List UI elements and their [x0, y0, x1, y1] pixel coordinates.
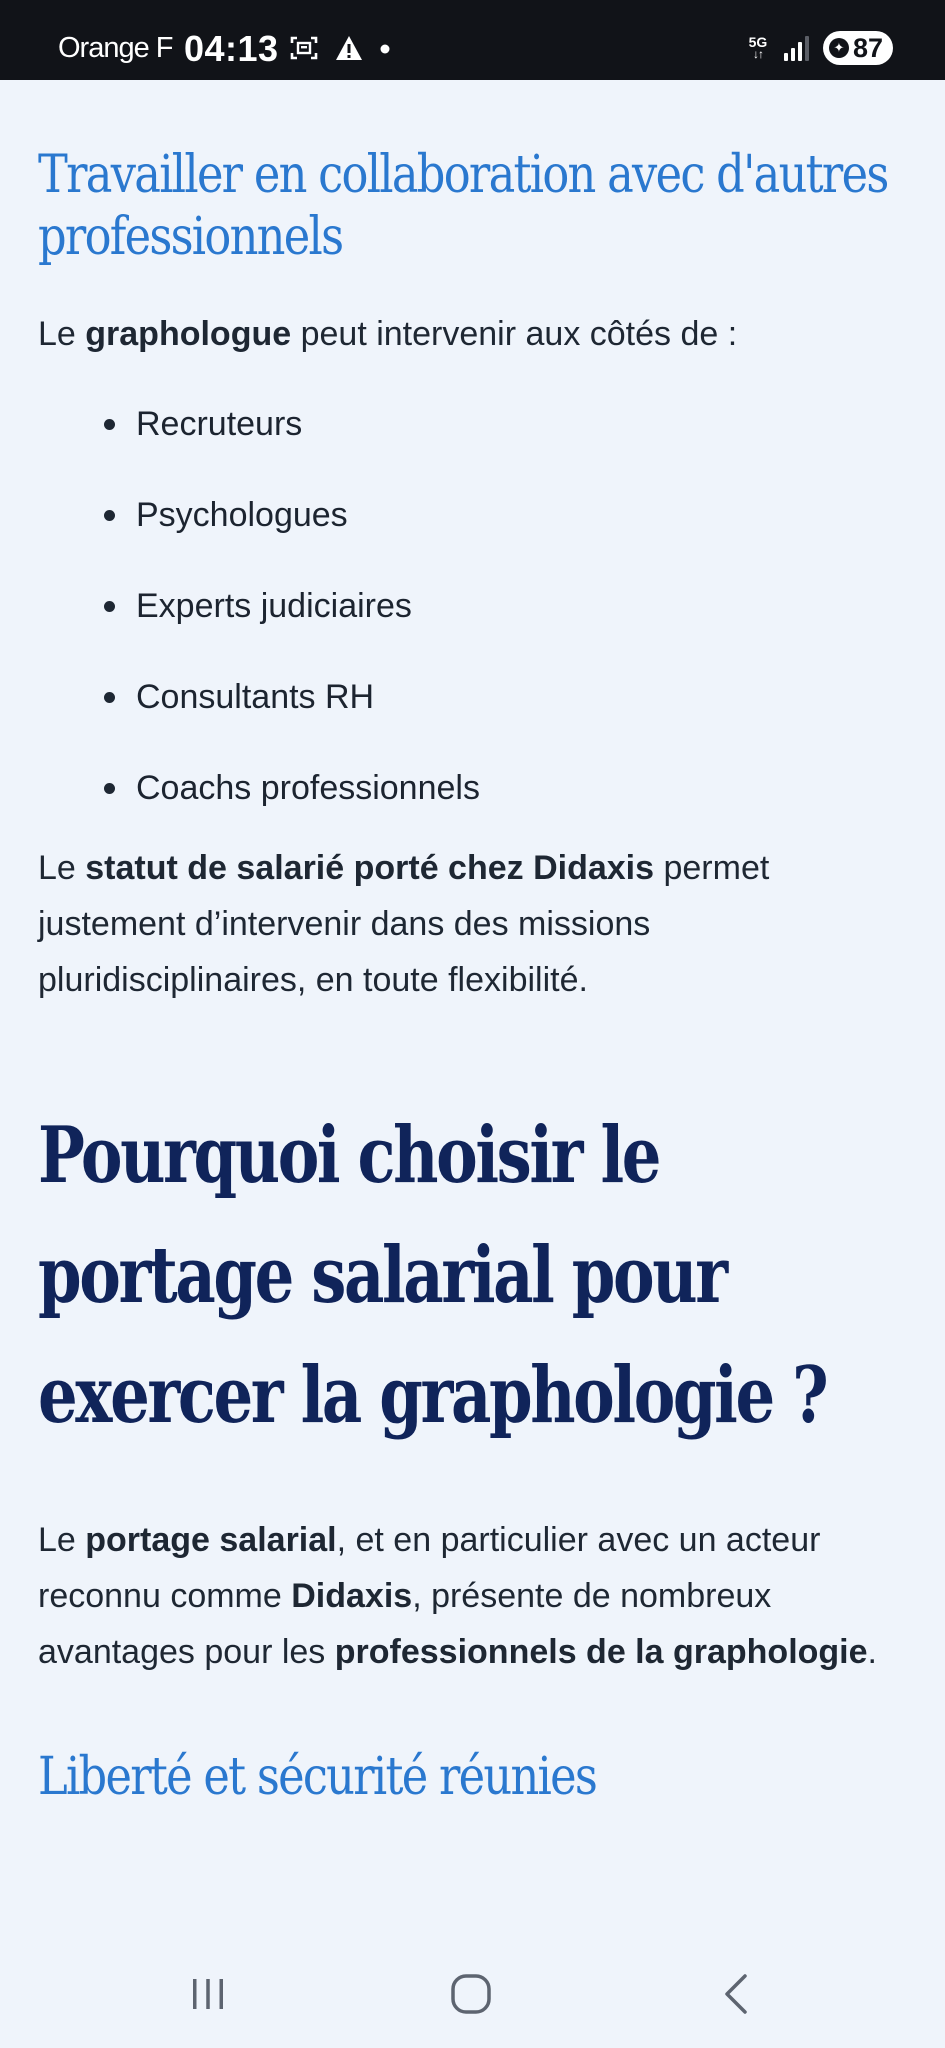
back-icon: [717, 1972, 757, 2016]
dot-icon: [380, 41, 390, 59]
navigation-bar: [0, 1936, 945, 2048]
list-item: Recruteurs: [104, 396, 918, 487]
network-arrows: ↓↑: [752, 47, 763, 61]
intro-text-end: peut intervenir aux côtés de :: [291, 315, 738, 353]
list-item: Psychologues: [104, 487, 918, 578]
didaxis-strong: Didaxis: [291, 1577, 413, 1615]
intro-text: Le: [38, 315, 86, 353]
section-title-pourquoi: Pourquoi choisir le portage salarial pour exercer la graphologie ?: [38, 1110, 827, 1441]
portage-strong: portage salarial: [85, 1521, 337, 1559]
home-icon: [449, 1972, 493, 2016]
5g-icon: [746, 36, 770, 60]
statut-text-end: permet justement d’intervenir dans des missions pluridisciplinaires, en toute flexibilité.: [38, 849, 770, 999]
list-item: Experts judiciaires: [104, 578, 918, 669]
signal-icon: [784, 35, 809, 61]
statut-paragraph: [38, 840, 918, 1008]
portage-paragraph: [38, 1512, 918, 1680]
portage-text: Le: [38, 1521, 86, 1559]
recents-icon: [188, 1974, 228, 2014]
carrier-name: Orange F: [58, 32, 173, 64]
portage-text: , et en particulier avec un acteur reconnu comme: [38, 1521, 821, 1615]
screenshot-icon: [290, 35, 318, 66]
section-title-liberte: Liberté et sécurité réunies: [38, 1747, 597, 1807]
recents-button[interactable]: [178, 1964, 238, 2024]
back-button[interactable]: [707, 1964, 767, 2024]
statut-text: Le: [38, 849, 86, 887]
system-icons: [746, 30, 893, 66]
intro-strong: graphologue: [85, 315, 292, 353]
intro-paragraph: [38, 306, 918, 362]
statut-strong: statut de salarié porté chez Didaxis: [85, 849, 655, 887]
list-item: Coachs professionnels: [104, 760, 918, 851]
list-item: Consultants RH: [104, 669, 918, 760]
professionals-list: [38, 396, 918, 851]
professionnels-strong: professionnels de la graphologie: [334, 1633, 868, 1671]
network-type: 5G: [748, 34, 768, 50]
status-bar: [0, 0, 945, 80]
power-saving-icon: ✦: [829, 38, 849, 58]
article-content: [38, 80, 918, 1808]
section-title-collaboration: Travailler en collaboration avec d'autres professionnels: [38, 145, 888, 267]
battery-icon: [823, 31, 893, 65]
warning-icon: [334, 34, 364, 67]
home-button[interactable]: [441, 1964, 501, 2024]
portage-text-end: .: [867, 1633, 877, 1671]
clock-time: 04:13: [184, 28, 279, 69]
notification-icons: [290, 35, 390, 65]
battery-level: 87: [852, 32, 883, 63]
portage-text: , présente de nombreux avantages pour les: [38, 1577, 772, 1671]
